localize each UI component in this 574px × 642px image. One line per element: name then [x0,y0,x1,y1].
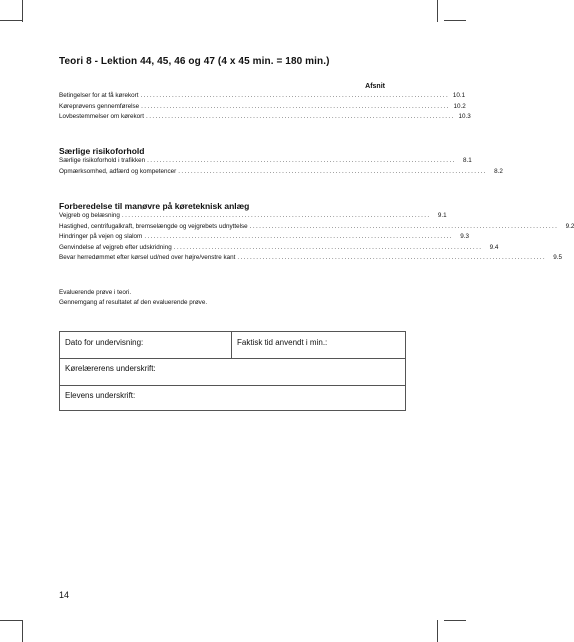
dot-leader: .................................................................................................. [237,254,547,261]
note-line: Gennemgang af resultatet af den evaluerende prøve. [59,299,208,306]
toc-row [59,112,471,123]
toc-row [59,211,447,222]
toc-list [59,91,471,123]
toc-row [59,232,469,243]
toc-list [59,156,503,177]
crop-mark [444,620,466,621]
toc-item-label: Hindringer på vejen og slalom [59,233,143,240]
dot-leader: .................................................................................................. [173,243,483,251]
dot-leader: .................................................................................................. [144,233,453,240]
crop-mark [0,20,22,21]
toc-item-label: Opmærksomhed, adfærd og kompetencer [59,167,177,175]
section-column-header: Afsnit [365,83,385,90]
signature-form [59,331,406,411]
time-used-label: Faktisk tid anvendt i min.: [237,338,328,347]
crop-mark [437,620,438,642]
toc-item-number: 9.3 [460,233,469,240]
toc-item-label: Betingelser for at få kørekort [59,92,139,99]
crop-mark [22,0,23,22]
toc-item-number: 10.1 [452,92,466,99]
toc-item-label: Særlige risikoforhold i trafikken [59,157,146,164]
toc-row [59,167,503,178]
form-row [60,332,405,359]
crop-mark [444,20,466,21]
date-field[interactable] [60,332,232,358]
toc-row [59,91,466,102]
time-used-field[interactable] [232,332,405,358]
dot-leader: .................................................................................................. [249,222,559,230]
toc-item-label: Bevar herredømmet efter kørsel ud/ned over højre/venstre kant [59,254,236,261]
toc-row [59,102,466,113]
crop-mark [22,620,23,642]
toc-item-label: Køreprøvens gennemførelse [59,102,140,110]
toc-row [59,253,563,264]
toc-item-number: 9.2 [565,222,574,230]
student-signature-field[interactable] [60,385,405,411]
crop-mark [0,620,22,621]
dot-leader: .................................................................................................. [141,102,450,110]
toc-item-label: Vejgreb og belæsning [59,212,120,219]
toc-row [59,222,574,233]
toc-item-number: 9.5 [553,254,563,261]
toc-item-number: 10.3 [458,113,471,120]
toc-row [59,243,499,254]
dot-leader: .................................................................................................. [140,92,450,99]
dot-leader: .................................................................................................. [121,212,431,219]
toc-item-number: 9.4 [489,243,499,251]
crop-mark [437,0,438,22]
instructor-signature-label: Kørelærerens underskrift: [65,364,156,373]
page-number: 14 [59,590,70,600]
toc-list [59,211,574,264]
instructor-signature-field[interactable] [60,358,405,385]
toc-row [59,156,472,167]
toc-item-number: 9.1 [437,212,447,219]
student-signature-label: Elevens underskrift: [65,391,136,400]
toc-item-number: 10.2 [453,102,466,110]
toc-item-number: 8.1 [462,157,472,164]
toc-item-label: Genvindelse af vejgreb efter udskridning [59,243,172,251]
note-line: Evaluerende prøve i teori. [59,289,132,296]
evaluation-notes [59,288,207,308]
date-label: Dato for undervisning: [65,338,144,347]
toc-item-label: Lovbestemmelser om kørekort [59,113,145,120]
dot-leader: .................................................................................................. [147,157,456,164]
dot-leader: .................................................................................................. [178,167,487,175]
dot-leader: .................................................................................................. [146,113,455,120]
toc-item-number: 8.2 [494,167,503,175]
form-row [60,358,405,386]
page-title: Teori 8 - Lektion 44, 45, 46 og 47 (4 x 45 min. = 180 min.) [59,56,330,67]
section-heading: Særlige risikoforhold [59,146,145,156]
toc-item-label: Hastighed, centrifugalkraft, bremselængde og vejgrebets udnyttelse [59,222,248,230]
section-heading: Forberedelse til manøvre på køreteknisk anlæg [59,201,250,211]
form-row [60,385,405,411]
